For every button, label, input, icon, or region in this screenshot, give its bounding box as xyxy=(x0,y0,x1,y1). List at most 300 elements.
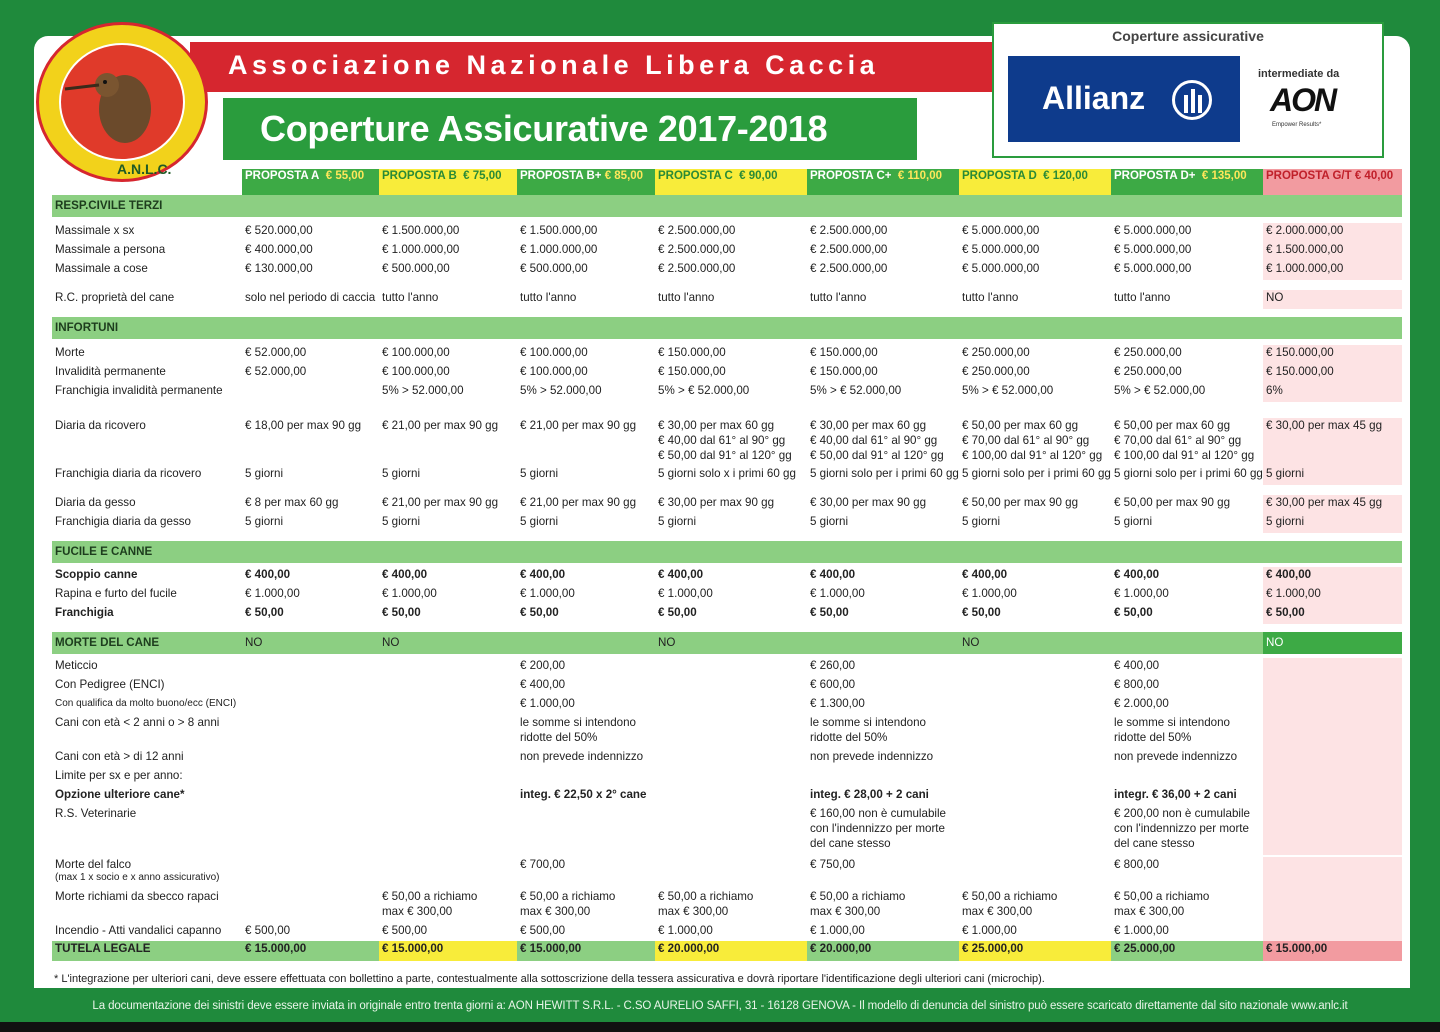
row-falco xyxy=(52,857,1402,889)
row-label xyxy=(52,364,242,383)
association-name: Associazione Nazionale Libera Caccia xyxy=(228,50,880,80)
bottom-edge xyxy=(0,1022,1440,1032)
value-cell: 5 giorni xyxy=(245,515,284,528)
cell-line: € 50,00 a richiamo xyxy=(962,890,1058,903)
value-cell xyxy=(1263,768,1402,787)
value-cell: € 1.000,00 xyxy=(658,924,713,937)
value-cell xyxy=(807,889,959,923)
row-incendio xyxy=(52,923,1402,941)
row-label xyxy=(52,857,242,889)
value-cell: € 52.000,00 xyxy=(245,346,307,359)
cell-line: € 50,00 per max 60 gg xyxy=(1114,419,1231,432)
value-cell: € 200,00 xyxy=(520,659,566,672)
value-cell: € 100.000,00 xyxy=(520,365,588,378)
value-cell: € 5.000.000,00 xyxy=(1114,262,1192,275)
row-label-text: Diaria da ricovero xyxy=(55,419,146,432)
value-cell: € 50,00 per max 90 gg xyxy=(962,496,1079,509)
value-cell xyxy=(517,768,655,787)
row-label xyxy=(52,345,242,364)
cell-line: del cane stesso xyxy=(1114,837,1195,850)
value-cell: € 2.500.000,00 xyxy=(810,262,888,275)
value-cell xyxy=(959,696,1111,715)
row-label-text: Massimale a persona xyxy=(55,243,166,256)
value-cell: € 1.500.000,00 xyxy=(1263,242,1402,261)
row-label xyxy=(52,514,242,533)
value-cell: 5 giorni xyxy=(520,515,559,528)
value-cell: 6% xyxy=(1263,383,1402,402)
value-cell xyxy=(655,696,807,715)
value-cell: € 250.000,00 xyxy=(962,346,1030,359)
value-cell: € 5.000.000,00 xyxy=(962,262,1040,275)
value-cell: 5 giorni xyxy=(1263,466,1402,485)
section-title: RESP.CIVILE TERZI xyxy=(52,195,1402,217)
value-cell: non prevede indennizzo xyxy=(1114,750,1238,763)
cell-line: € 21,00 per max 90 gg xyxy=(520,419,637,432)
value-cell: tutto l'anno xyxy=(962,291,1019,304)
value-cell xyxy=(959,677,1111,696)
value-cell: € 1.000,00 xyxy=(1114,587,1169,600)
value-cell: € 50,00 xyxy=(245,606,284,619)
cell-line: le somme si intendono xyxy=(1114,716,1230,729)
row-franchigia_inv xyxy=(52,383,1402,402)
value-cell: € 600,00 xyxy=(810,678,856,691)
morte-cane-flag: NO xyxy=(655,632,807,654)
cell-line: ridotte del 50% xyxy=(1114,731,1192,744)
cell-line: € 100,00 dal 91° al 120° gg xyxy=(962,449,1103,462)
value-cell: € 5.000.000,00 xyxy=(1114,243,1192,256)
value-cell: € 1.000,00 xyxy=(520,697,575,710)
value-cell: € 50,00 per max 90 gg xyxy=(1114,496,1231,509)
value-cell: € 400,00 xyxy=(245,568,291,581)
value-cell xyxy=(242,768,379,787)
row-label xyxy=(52,677,242,696)
row-sublabel: (max 1 x socio e x anno assicurativo) xyxy=(55,872,220,883)
value-cell xyxy=(1263,923,1402,941)
value-cell: € 400,00 xyxy=(658,568,704,581)
cell-line: € 18,00 per max 90 gg xyxy=(245,419,362,432)
row-label-text: Con Pedigree (ENCI) xyxy=(55,678,165,691)
cell-line: max € 300,00 xyxy=(962,905,1033,918)
value-cell: € 2.500.000,00 xyxy=(658,262,736,275)
value-cell: tutto l'anno xyxy=(810,291,867,304)
value-cell xyxy=(242,418,379,466)
cell-line: € 50,00 dal 91° al 120° gg xyxy=(810,449,944,462)
value-cell: € 400.000,00 xyxy=(245,243,313,256)
allianz-mark-icon xyxy=(1172,80,1212,120)
value-cell: 5 giorni solo per i primi 60 gg xyxy=(810,467,959,480)
value-cell: € 2.500.000,00 xyxy=(810,224,888,237)
value-cell: tutto l'anno xyxy=(382,291,439,304)
value-cell: integ. € 28,00 + 2 cani xyxy=(810,788,929,801)
row-label xyxy=(52,923,242,941)
row-label xyxy=(52,418,242,466)
row-label-text: Morte richiami da sbecco rapaci xyxy=(55,890,219,903)
value-cell: € 1.000,00 xyxy=(962,587,1017,600)
value-cell: € 52.000,00 xyxy=(245,365,307,378)
value-cell xyxy=(1263,806,1402,855)
value-cell: € 150.000,00 xyxy=(1263,364,1402,383)
value-cell: € 8 per max 60 gg xyxy=(245,496,339,509)
logo-emblem xyxy=(59,43,185,161)
row-label xyxy=(52,223,242,242)
row-label-text: Franchigia diaria da ricovero xyxy=(55,467,202,480)
value-cell xyxy=(1263,418,1402,466)
row-label-text: Opzione ulteriore cane* xyxy=(55,788,185,801)
row-label-text: Franchigia xyxy=(55,606,114,619)
value-cell: € 50,00 xyxy=(520,606,559,619)
value-cell xyxy=(379,418,517,466)
value-cell: € 30,00 per max 90 gg xyxy=(810,496,927,509)
value-cell xyxy=(959,857,1111,889)
value-cell: € 50,00 xyxy=(1114,606,1153,619)
value-cell xyxy=(517,806,655,855)
value-cell: € 500,00 xyxy=(245,924,291,937)
value-cell: € 750,00 xyxy=(810,858,856,871)
proposal-b-header: PROPOSTA B € 75,00 xyxy=(379,169,517,195)
insurer-box-title: Coperture assicurative xyxy=(1112,28,1264,44)
value-cell xyxy=(242,857,379,889)
section-title: MORTE DEL CANE xyxy=(52,632,242,654)
cell-line: € 50,00 dal 91° al 120° gg xyxy=(658,449,792,462)
coverage-table xyxy=(52,169,1402,961)
row-label-text: Incendio - Atti vandalici capanno xyxy=(55,924,222,937)
value-cell: € 1.000.000,00 xyxy=(520,243,598,256)
value-cell: 5 giorni xyxy=(1114,515,1153,528)
value-cell: 5 giorni xyxy=(962,515,1001,528)
row-label xyxy=(52,383,242,402)
value-cell xyxy=(1263,857,1402,889)
value-cell: € 800,00 xyxy=(1114,678,1160,691)
value-cell: € 1.500.000,00 xyxy=(520,224,598,237)
row-label-text: Cani con età < 2 anni o > 8 anni xyxy=(55,716,220,729)
row-invalidita xyxy=(52,364,1402,383)
row-morte xyxy=(52,345,1402,364)
value-cell: € 25.000,00 xyxy=(1111,941,1263,961)
value-cell xyxy=(959,768,1111,787)
value-cell xyxy=(379,857,517,889)
aon-logo: AON xyxy=(1270,82,1336,118)
value-cell xyxy=(1111,806,1263,855)
value-cell xyxy=(959,787,1111,806)
value-cell: € 250.000,00 xyxy=(1114,346,1182,359)
row-franchigia_ricovero xyxy=(52,466,1402,485)
value-cell: € 150.000,00 xyxy=(810,346,878,359)
value-cell xyxy=(1263,787,1402,806)
value-cell: € 1.000,00 xyxy=(658,587,713,600)
value-cell: € 260,00 xyxy=(810,659,856,672)
section-infortuni xyxy=(52,317,1402,339)
value-cell: 5% > € 52.000,00 xyxy=(658,384,750,397)
value-cell: € 50,00 xyxy=(810,606,849,619)
value-cell xyxy=(655,658,807,677)
value-cell xyxy=(959,806,1111,855)
cell-line: € 30,00 per max 60 gg xyxy=(658,419,775,432)
value-cell xyxy=(242,383,379,402)
value-cell: tutto l'anno xyxy=(658,291,715,304)
proposal-d-header: PROPOSTA D € 120,00 xyxy=(959,169,1111,195)
value-cell: € 1.000,00 xyxy=(810,924,865,937)
value-cell: € 1.000,00 xyxy=(962,924,1017,937)
proposal-dplus-header: PROPOSTA D+ € 135,00 xyxy=(1111,169,1263,195)
row-label-text: Rapina e furto del fucile xyxy=(55,587,177,600)
aon-tagline: Empower Results* xyxy=(1272,122,1322,128)
value-cell: € 150.000,00 xyxy=(1263,345,1402,364)
value-cell: € 1.500.000,00 xyxy=(382,224,460,237)
value-cell: € 20.000,00 xyxy=(655,941,807,961)
value-cell: € 2.000,00 xyxy=(1114,697,1169,710)
cell-line: le somme si intendono xyxy=(810,716,926,729)
cell-line: € 30,00 per max 60 gg xyxy=(810,419,927,432)
value-cell: € 150.000,00 xyxy=(658,346,726,359)
value-cell: € 50,00 xyxy=(658,606,697,619)
value-cell: € 100.000,00 xyxy=(382,346,450,359)
row-label-text: Invalidità permanente xyxy=(55,365,166,378)
cell-line: € 40,00 dal 61° al 90° gg xyxy=(810,434,938,447)
row-pedigree xyxy=(52,677,1402,696)
value-cell xyxy=(655,418,807,466)
row-label-text: R.C. proprietà del cane xyxy=(55,291,175,304)
footer-text: La documentazione dei sinistri deve essere inviata in originale entro trenta giorni a: AON HEWITT S.R.L. - C.SO AURELIO SAFFI, 31 - 16128 GENOVA - Il modello di denuncia del sinistro può essere scaricato direttamente dal sito nazionale www.anlc.it xyxy=(92,1000,1348,1012)
row-label xyxy=(52,889,242,923)
row-label-text: Massimale a cose xyxy=(55,262,148,275)
row-label-text: Cani con età > di 12 anni xyxy=(55,750,184,763)
value-cell: € 2.500.000,00 xyxy=(658,243,736,256)
row-label-text: Con qualifica da molto buono/ecc (ENCI) xyxy=(55,698,237,709)
value-cell xyxy=(379,677,517,696)
value-cell: 5 giorni xyxy=(1263,514,1402,533)
value-cell: integ. € 22,50 x 2° cane xyxy=(520,788,647,801)
row-label xyxy=(52,787,242,806)
value-cell: 5% > € 52.000,00 xyxy=(810,384,902,397)
cell-line: ridotte del 50% xyxy=(810,731,888,744)
value-cell xyxy=(1111,768,1263,787)
value-cell xyxy=(655,715,807,749)
value-cell: € 21,00 per max 90 gg xyxy=(520,496,637,509)
woodcock-icon xyxy=(61,45,187,163)
row-opzione xyxy=(52,787,1402,806)
cell-line: con l'indennizzo per morte xyxy=(1114,822,1249,835)
value-cell: € 25.000,00 xyxy=(959,941,1111,961)
row-massimale_cose xyxy=(52,261,1402,280)
cell-line: max € 300,00 xyxy=(520,905,591,918)
cell-line: € 50,00 a richiamo xyxy=(658,890,754,903)
value-cell: € 15.000,00 xyxy=(1263,941,1402,961)
cell-line: € 70,00 dal 61° al 90° gg xyxy=(962,434,1090,447)
section-title: FUCILE E CANNE xyxy=(52,541,1402,563)
row-label xyxy=(52,941,242,961)
value-cell xyxy=(1263,715,1402,749)
value-cell: € 1.000,00 xyxy=(810,587,865,600)
value-cell: tutto l'anno xyxy=(520,291,577,304)
proposal-gt-header: PROPOSTA G/T € 40,00 xyxy=(1263,169,1402,195)
cell-line: le somme si intendono xyxy=(520,716,636,729)
row-label-text: Franchigia invalidità permanente xyxy=(55,384,223,397)
value-cell: 5 giorni xyxy=(382,515,421,528)
morte-cane-flag xyxy=(1111,632,1263,654)
morte-cane-flag: NO xyxy=(379,632,517,654)
row-scoppio xyxy=(52,567,1402,586)
row-diaria_ricovero xyxy=(52,418,1402,466)
row-label xyxy=(52,806,242,855)
row-label-text: Morte del falco xyxy=(55,858,132,871)
value-cell xyxy=(379,787,517,806)
value-cell: solo nel periodo di caccia xyxy=(245,291,376,304)
row-label xyxy=(52,242,242,261)
value-cell xyxy=(242,806,379,855)
value-cell xyxy=(379,768,517,787)
value-cell xyxy=(517,715,655,749)
value-cell: € 400,00 xyxy=(1114,568,1160,581)
value-cell: € 5.000.000,00 xyxy=(1114,224,1192,237)
value-cell: € 400,00 xyxy=(962,568,1008,581)
row-label-text: Meticcio xyxy=(55,659,98,672)
value-cell: 5 giorni solo per i primi 60 gg xyxy=(1114,467,1263,480)
value-cell: € 15.000,00 xyxy=(379,941,517,961)
value-cell: € 100.000,00 xyxy=(520,346,588,359)
row-label-text: Limite per sx e per anno: xyxy=(55,769,183,782)
cell-line: € 50,00 per max 60 gg xyxy=(962,419,1079,432)
cell-line: € 30,00 per max 45 gg xyxy=(1266,419,1383,432)
section-morte_cane xyxy=(52,632,1402,654)
row-meticcio xyxy=(52,658,1402,677)
value-cell: € 400,00 xyxy=(1114,659,1160,672)
cell-line: € 160,00 non è cumulabile xyxy=(810,807,947,820)
value-cell: tutto l'anno xyxy=(1114,291,1171,304)
value-cell xyxy=(242,749,379,768)
value-cell xyxy=(807,418,959,466)
cell-line: max € 300,00 xyxy=(658,905,729,918)
value-cell xyxy=(517,889,655,923)
value-cell: € 20.000,00 xyxy=(807,941,959,961)
value-cell: € 500.000,00 xyxy=(382,262,450,275)
value-cell: € 15.000,00 xyxy=(517,941,655,961)
association-logo xyxy=(36,22,208,182)
value-cell xyxy=(242,658,379,677)
value-cell: € 500,00 xyxy=(382,924,428,937)
row-label xyxy=(52,466,242,485)
cell-line: max € 300,00 xyxy=(810,905,881,918)
row-rapina xyxy=(52,586,1402,605)
value-cell: € 1.000,00 xyxy=(520,587,575,600)
cell-line: € 100,00 dal 91° al 120° gg xyxy=(1114,449,1255,462)
proposal-a-header: PROPOSTA A € 55,00 xyxy=(242,169,379,195)
value-cell xyxy=(379,658,517,677)
row-label-text: Franchigia diaria da gesso xyxy=(55,515,191,528)
value-cell xyxy=(655,677,807,696)
value-cell: € 500,00 xyxy=(520,924,566,937)
value-cell xyxy=(959,418,1111,466)
cell-line: € 21,00 per max 90 gg xyxy=(382,419,499,432)
cell-line: del cane stesso xyxy=(810,837,891,850)
value-cell: € 2.500.000,00 xyxy=(810,243,888,256)
value-cell xyxy=(1263,677,1402,696)
row-franchigia_fucile xyxy=(52,605,1402,624)
value-cell: € 700,00 xyxy=(520,858,566,871)
value-cell: € 150.000,00 xyxy=(810,365,878,378)
value-cell: € 400,00 xyxy=(1263,567,1402,586)
row-label xyxy=(52,495,242,514)
value-cell xyxy=(1263,696,1402,715)
value-cell xyxy=(242,696,379,715)
value-cell: 5 giorni solo x i primi 60 gg xyxy=(658,467,796,480)
value-cell: € 1.000.000,00 xyxy=(382,243,460,256)
row-tutela xyxy=(52,941,1402,961)
allianz-logo xyxy=(1008,56,1240,142)
value-cell: € 800,00 xyxy=(1114,858,1160,871)
value-cell: 5% > 52.000,00 xyxy=(382,384,464,397)
insurer-box xyxy=(992,22,1384,158)
value-cell xyxy=(807,715,959,749)
value-cell: € 30,00 per max 90 gg xyxy=(658,496,775,509)
value-cell xyxy=(242,715,379,749)
row-qualifica xyxy=(52,696,1402,715)
value-cell: € 250.000,00 xyxy=(1114,365,1182,378)
value-cell xyxy=(655,787,807,806)
row-label-text: Morte xyxy=(55,346,85,359)
value-cell xyxy=(1111,418,1263,466)
value-cell: € 50,00 xyxy=(382,606,421,619)
value-cell xyxy=(379,806,517,855)
value-cell xyxy=(959,658,1111,677)
value-cell xyxy=(242,677,379,696)
value-cell xyxy=(959,715,1111,749)
cell-line: € 200,00 non è cumulabile xyxy=(1114,807,1251,820)
row-label-text: Massimale x sx xyxy=(55,224,135,237)
value-cell: € 250.000,00 xyxy=(962,365,1030,378)
value-cell: 5% > € 52.000,00 xyxy=(962,384,1054,397)
value-cell: NO xyxy=(1263,290,1402,309)
value-cell xyxy=(655,749,807,768)
value-cell: 5% > € 52.000,00 xyxy=(1114,384,1206,397)
logo-initials: A.N.L.C. xyxy=(117,161,172,177)
row-eta_2_8 xyxy=(52,715,1402,749)
row-label xyxy=(52,715,242,749)
value-cell xyxy=(379,696,517,715)
value-cell: 5 giorni solo per i primi 60 gg xyxy=(962,467,1111,480)
row-label xyxy=(52,567,242,586)
proposal-header-row xyxy=(52,169,1402,195)
cell-line: € 50,00 a richiamo xyxy=(520,890,616,903)
value-cell: € 5.000.000,00 xyxy=(962,243,1040,256)
morte-cane-flag: NO xyxy=(1263,632,1402,654)
value-cell: € 1.000,00 xyxy=(1263,586,1402,605)
row-label xyxy=(52,605,242,624)
value-cell: € 130.000,00 xyxy=(245,262,313,275)
value-cell: € 21,00 per max 90 gg xyxy=(382,496,499,509)
value-cell: € 400,00 xyxy=(810,568,856,581)
value-cell: € 2.500.000,00 xyxy=(658,224,736,237)
value-cell: € 400,00 xyxy=(382,568,428,581)
cell-line: max € 300,00 xyxy=(1114,905,1185,918)
value-cell xyxy=(379,889,517,923)
value-cell xyxy=(242,787,379,806)
cell-line: € 50,00 a richiamo xyxy=(810,890,906,903)
row-label-text: Diaria da gesso xyxy=(55,496,136,509)
row-veterinarie xyxy=(52,806,1402,855)
page-title: Coperture Assicurative 2017-2018 xyxy=(260,108,828,149)
value-cell: € 500.000,00 xyxy=(520,262,588,275)
value-cell: € 150.000,00 xyxy=(658,365,726,378)
value-cell: 5 giorni xyxy=(520,467,559,480)
value-cell xyxy=(379,749,517,768)
row-eta_12 xyxy=(52,749,1402,768)
value-cell xyxy=(1263,749,1402,768)
section-resp xyxy=(52,195,1402,217)
cell-line: ridotte del 50% xyxy=(520,731,598,744)
cell-line: max € 300,00 xyxy=(382,905,453,918)
value-cell xyxy=(807,806,959,855)
proposal-c-header: PROPOSTA C € 90,00 xyxy=(655,169,807,195)
